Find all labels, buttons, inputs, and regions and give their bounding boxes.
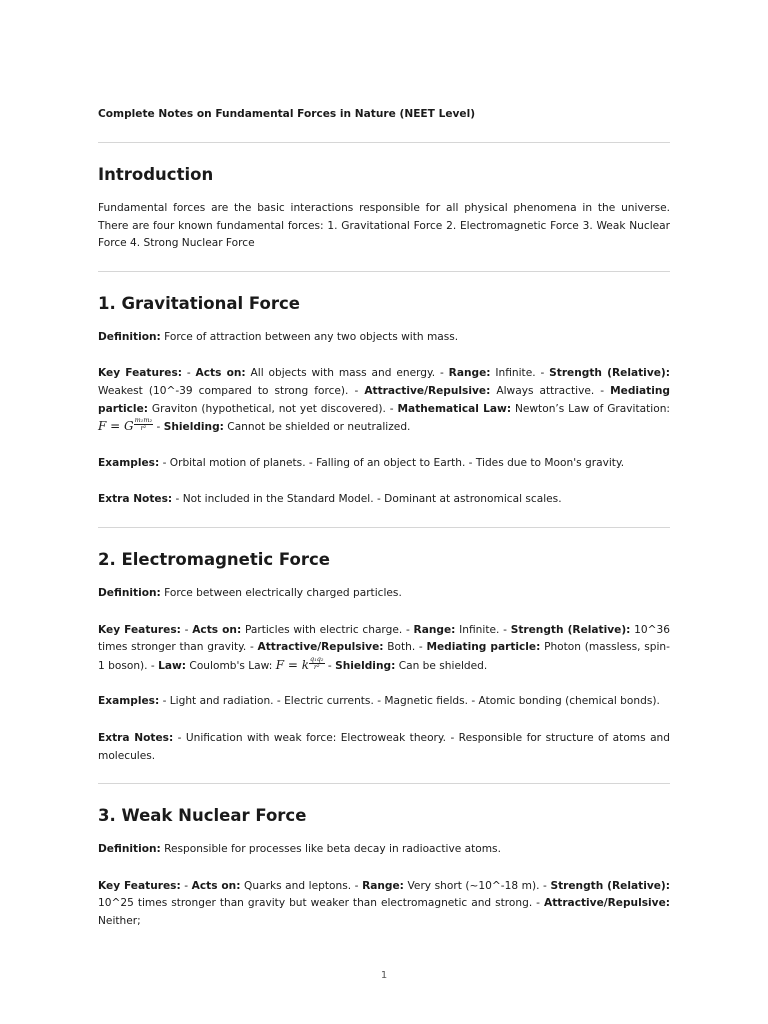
introduction-text: Fundamental forces are the basic interactions responsible for all physical phenomena in the universe. There are four known fundamental forces: 1. Gravitational Force 2. Electromagnetic Force 3. Weak Nuclear Force 4. Strong Nuclear Force: [98, 202, 670, 250]
attractive-repulsive-label: Attractive/Repulsive:: [364, 384, 491, 397]
formula-lhs: F = k: [275, 657, 309, 672]
attractive-repulsive-text: Both. -: [387, 641, 423, 654]
section-heading-gravitational: 1. Gravitational Force: [98, 293, 300, 313]
extra-notes-label: Extra Notes:: [98, 731, 174, 744]
strength-label: Strength (Relative):: [510, 623, 631, 636]
shielding-label: Shielding:: [335, 659, 396, 672]
definition-text: Force of attraction between any two objects with mass.: [164, 330, 459, 343]
acts-on-text: Quarks and leptons. -: [244, 879, 359, 892]
range-text: Infinite. -: [459, 623, 507, 636]
key-features-label: Key Features:: [98, 879, 181, 892]
section-heading-introduction: Introduction: [98, 165, 214, 184]
mediating-particle-text: Graviton (hypothetical, not yet discovered). -: [151, 402, 394, 415]
gravitational-key-features: Key Features: - Acts on: All objects with mass and energy. - Range: Infinite. - Strength (Relative): Weakest (10^-39 compared to strong force). - Attractive/Repulsive: Always attractive. - Mediating particle: Graviton (hypothetical, not yet discovered). - Mathematical Law: Newton’s Law of Gravitation: F = G $\frac{\text{m₁m₂}}{\text{r²}}$ - Shielding: Cannot be shielded or neutralized.: [98, 367, 671, 434]
acts-on-label: Acts on:: [191, 879, 241, 892]
law-label: Mathematical Law:: [397, 402, 512, 415]
range-label: Range:: [362, 879, 404, 892]
strength-label: Strength (Relative):: [550, 879, 671, 892]
formula-numerator: q₁q₂: [310, 654, 324, 663]
definition-text: Responsible for processes like beta decay in radioactive atoms.: [164, 843, 501, 856]
acts-on-text: All objects with mass and energy. -: [250, 367, 444, 380]
extra-notes-label: Extra Notes:: [98, 493, 173, 506]
formula-lhs: F = G: [98, 419, 134, 434]
gravitation-formula: [98, 416, 153, 434]
section-heading-weak: 3. Weak Nuclear Force: [98, 806, 307, 826]
page-number: 1: [380, 970, 388, 981]
document-page: [98, 106, 670, 930]
electromagnetic-key-features: Key Features: - Acts on: Particles with electric charge. - Range: Infinite. - Strength (Relative): 10^36 times stronger than gravity. - Attractive/Repulsive: Both. - Mediating particle: Photon (massless, spin-1 boson). - Law: Coulomb's Law: F = k $\frac{\text{q₁q₂}}{\text{r²}}$ - Shielding: Can be shielded.: [98, 623, 671, 672]
examples-text: - Light and radiation. - Electric currents. - Magnetic fields. - Atomic bonding (chemical bonds).: [162, 695, 660, 708]
divider: [98, 527, 670, 528]
attractive-repulsive-label: Attractive/Repulsive:: [257, 641, 384, 654]
range-label: Range:: [413, 623, 456, 636]
coulomb-formula: [275, 654, 325, 672]
examples-label: Examples:: [98, 695, 160, 708]
gravitational-examples: [98, 455, 670, 473]
strength-text: 10^25 times stronger than gravity but weaker than electromagnetic and strong. -: [98, 897, 541, 910]
shielding-text: Cannot be shielded or neutralized.: [227, 421, 411, 434]
definition-label: Definition:: [98, 330, 161, 343]
mediating-particle-text: Photon (massless, spin-1 boson). -: [98, 641, 670, 672]
section-heading-electromagnetic: 2. Electromagnetic Force: [98, 549, 330, 569]
acts-on-text: Particles with electric charge. -: [244, 623, 410, 636]
divider: [98, 142, 670, 143]
definition-label: Definition:: [98, 586, 161, 599]
electromagnetic-definition: [98, 585, 670, 603]
examples-text: - Orbital motion of planets. - Falling of an object to Earth. - Tides due to Moon's gravity.: [162, 456, 625, 469]
definition-label: Definition:: [98, 843, 161, 856]
extra-notes-text: - Unification with weak force: Electroweak theory. - Responsible for structure of atoms and molecules.: [98, 731, 670, 762]
examples-label: Examples:: [98, 456, 160, 469]
gravitational-definition: [98, 329, 670, 347]
law-text: Coulomb's Law:: [189, 659, 273, 672]
shielding-label: Shielding:: [163, 421, 224, 434]
key-features-label: Key Features:: [98, 367, 182, 380]
attractive-repulsive-text: Neither;: [98, 914, 141, 927]
gravitational-extra-notes: [98, 491, 670, 509]
document-title: Complete Notes on Fundamental Forces in Nature (NEET Level): [98, 108, 476, 120]
strength-text: Weakest (10^-39 compared to strong force). -: [98, 384, 359, 397]
range-label: Range:: [448, 367, 491, 380]
formula-numerator: m₁m₂: [134, 416, 153, 425]
attractive-repulsive-label: Attractive/Repulsive:: [544, 897, 670, 910]
electromagnetic-examples: [98, 693, 670, 711]
acts-on-label: Acts on:: [192, 623, 242, 636]
definition-text: Force between electrically charged particles.: [164, 586, 402, 599]
formula-fraction: [134, 417, 154, 432]
mediating-particle-label: Mediating particle:: [426, 641, 541, 654]
law-text: Newton’s Law of Gravitation:: [514, 402, 670, 415]
extra-notes-text: - Not included in the Standard Model. - Dominant at astronomical scales.: [175, 493, 562, 506]
shielding-text: Can be shielded.: [398, 659, 488, 672]
weak-definition: [98, 841, 670, 859]
electromagnetic-extra-notes: [98, 730, 670, 765]
law-label: Law:: [158, 659, 187, 672]
range-text: Infinite. -: [495, 367, 545, 380]
key-features-label: Key Features:: [98, 623, 181, 636]
acts-on-label: Acts on:: [195, 367, 246, 380]
divider: [98, 783, 670, 784]
divider: [98, 271, 670, 272]
weak-key-features: Key Features: - Acts on: Quarks and leptons. - Range: Very short (~10^-18 m). - Strength (Relative): 10^25 times stronger than gravity but weaker than electromagnetic and strong. - Attractive/Repulsive: Neither;: [98, 879, 671, 927]
formula-denominator: r²: [313, 662, 320, 671]
attractive-repulsive-text: Always attractive. -: [496, 384, 605, 397]
mediating-particle-label: Mediating particle:: [98, 384, 671, 415]
range-text: Very short (~10^-18 m). -: [407, 879, 547, 892]
formula-denominator: r²: [140, 424, 147, 433]
strength-label: Strength (Relative):: [549, 367, 670, 380]
strength-text: 10^36 times stronger than gravity. -: [98, 623, 671, 654]
formula-fraction: [309, 656, 325, 671]
